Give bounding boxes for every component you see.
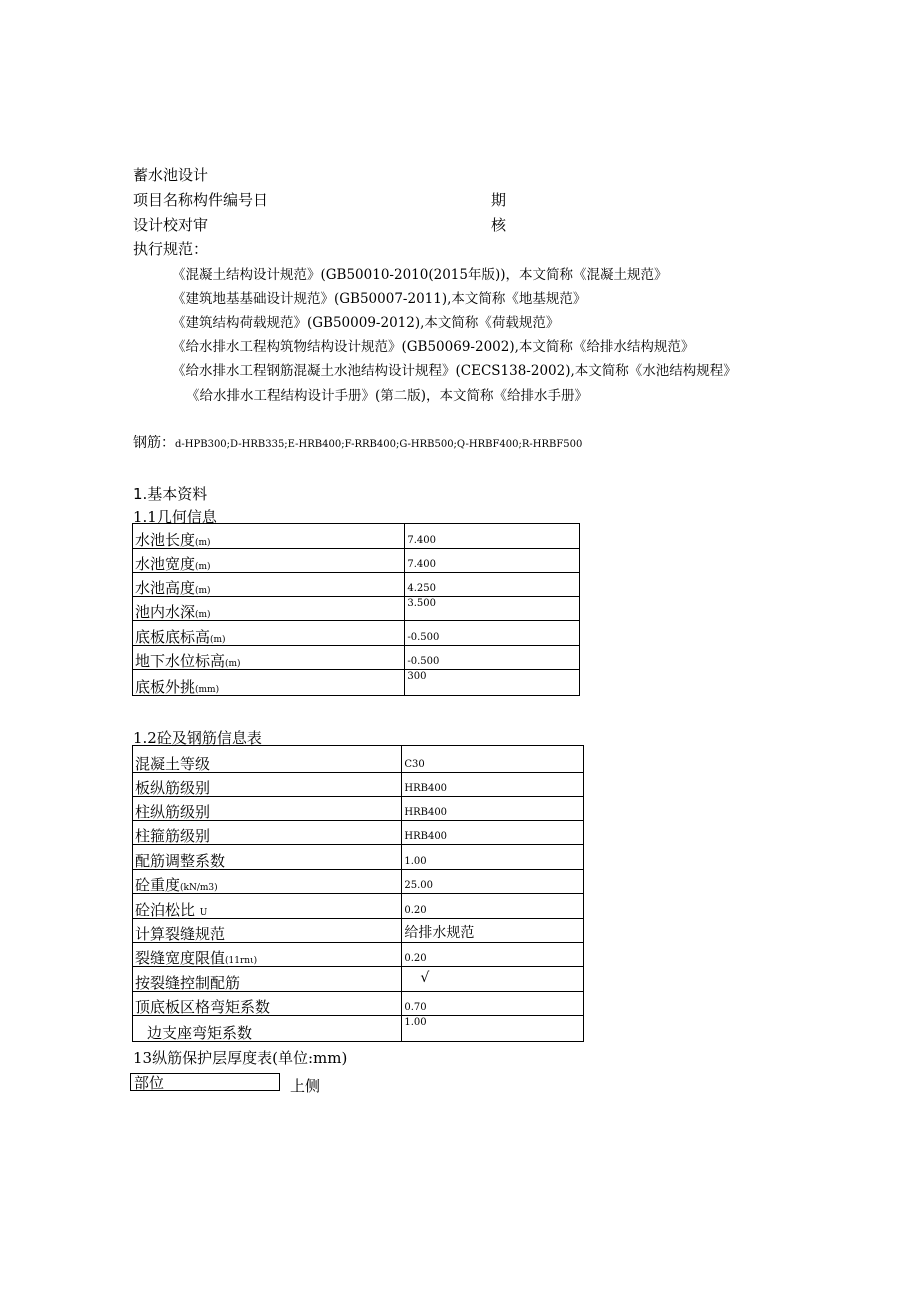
sign-off-right: 核 (491, 216, 507, 234)
table-row (133, 646, 580, 670)
row-label: 顶底板区格弯矩系数 (133, 992, 402, 1016)
table-row (133, 670, 580, 696)
row-value: -0.500 (405, 621, 580, 646)
row-value: 7.400 (405, 549, 580, 573)
table-row (133, 845, 584, 870)
row-label: 边支座弯矩系数 (133, 1016, 402, 1042)
table-row (133, 573, 580, 597)
rebar-label: 钢筋： (133, 435, 175, 451)
standard-item: 《给水排水工程钢筋混凝土水池结构设计规程》(CECS138-2002),本文简称《水池结构规程》 (172, 363, 737, 379)
row-label: 底板底标高(m) (133, 621, 405, 646)
row-value: 给排水规范 (402, 919, 584, 943)
row-value: 4.250 (405, 573, 580, 597)
table-row (133, 621, 580, 646)
row-label: 池内水深(m) (133, 597, 405, 621)
table-row (133, 524, 580, 549)
row-value: HRB400 (402, 821, 584, 845)
specs-label: 执行规范： (133, 240, 209, 258)
page-title: 蓄水池设计 (133, 166, 209, 184)
row-label: 地下水位标高(m) (133, 646, 405, 670)
row-label: 计算裂缝规范 (133, 919, 402, 943)
project-info-left: 项目名称构件编号日 (133, 191, 269, 209)
table-row (133, 992, 584, 1016)
standard-item: 《建筑地基基础设计规范》(GB50007-2011),本文简称《地基规范》 (172, 291, 587, 307)
geometry-table (132, 523, 580, 696)
standard-item: 《建筑结构荷载规范》(GB50009-2012),本文简称《荷载规范》 (172, 315, 560, 331)
row-label: 砼泊松比 U (133, 894, 402, 919)
materials-table (132, 745, 584, 1042)
table-row (133, 919, 584, 943)
subsection-title-materials: 1.2砼及钢筋信息表 (133, 729, 262, 747)
row-value: -0.500 (405, 646, 580, 670)
row-label: 水池宽度(m) (133, 549, 405, 573)
subsection-title-cover: 13纵筋保护层厚度表(单位:mm) (133, 1049, 348, 1067)
table-row (133, 894, 584, 919)
row-label: 柱箍筋级别 (133, 821, 402, 845)
row-value: 300 (405, 670, 580, 696)
row-label: 底板外挑(mm) (133, 670, 405, 696)
standard-item: 《混凝土结构设计规范》(GB50010-2010(2015年版))，本文简称《混凝土规范》 (172, 267, 668, 283)
rebar-line (133, 432, 582, 452)
subsection-title-geometry: 1.1几何信息 (133, 508, 217, 526)
row-label: 配筋调整系数 (133, 845, 402, 870)
table-row (133, 821, 584, 845)
section-title: 1.基本资料 (133, 485, 208, 503)
cover-part-label: 部位 (130, 1073, 280, 1091)
row-label: 板纵筋级别 (133, 773, 402, 797)
row-value: 7.400 (405, 524, 580, 549)
table-row (133, 597, 580, 621)
row-value: 25.00 (402, 870, 584, 894)
sign-off-left: 设计校对审 (133, 216, 209, 234)
row-label: 水池长度(m) (133, 524, 405, 549)
row-value: HRB400 (402, 773, 584, 797)
row-value: 3.500 (405, 597, 580, 621)
row-label: 混凝土等级 (133, 746, 402, 773)
row-label: 裂缝宽度限值(11rnι) (133, 943, 402, 967)
row-label: 柱纵筋级别 (133, 797, 402, 821)
row-value: √ (402, 967, 584, 992)
row-value: 0.70 (402, 992, 584, 1016)
project-info-right: 期 (491, 191, 507, 209)
table-row (133, 943, 584, 967)
row-value: HRB400 (402, 797, 584, 821)
table-row (133, 746, 584, 773)
row-label: 水池高度(m) (133, 573, 405, 597)
row-label: 砼重度(kN/m3) (133, 870, 402, 894)
row-value: C30 (402, 746, 584, 773)
table-row (133, 797, 584, 821)
cover-part-value: 上侧 (290, 1077, 321, 1095)
table-row (133, 773, 584, 797)
standard-item: 《给水排水工程结构设计手册》(第二版)，本文简称《给排水手册》 (186, 388, 589, 404)
standard-item: 《给水排水工程构筑物结构设计规范》(GB50069-2002),本文简称《给排水结构规范》 (172, 339, 695, 355)
table-row (133, 1016, 584, 1042)
table-row (133, 967, 584, 992)
row-value: 1.00 (402, 1016, 584, 1042)
table-row (133, 870, 584, 894)
row-value: 0.20 (402, 894, 584, 919)
rebar-value: d-HPB300;D-HRB335;E-HRB400;F-RRB400;G-HRB500;Q-HRBF400;R-HRBF500 (175, 439, 583, 450)
row-label: 按裂缝控制配筋 (133, 967, 402, 992)
row-value: 0.20 (402, 943, 584, 967)
table-row (133, 549, 580, 573)
row-value: 1.00 (402, 845, 584, 870)
